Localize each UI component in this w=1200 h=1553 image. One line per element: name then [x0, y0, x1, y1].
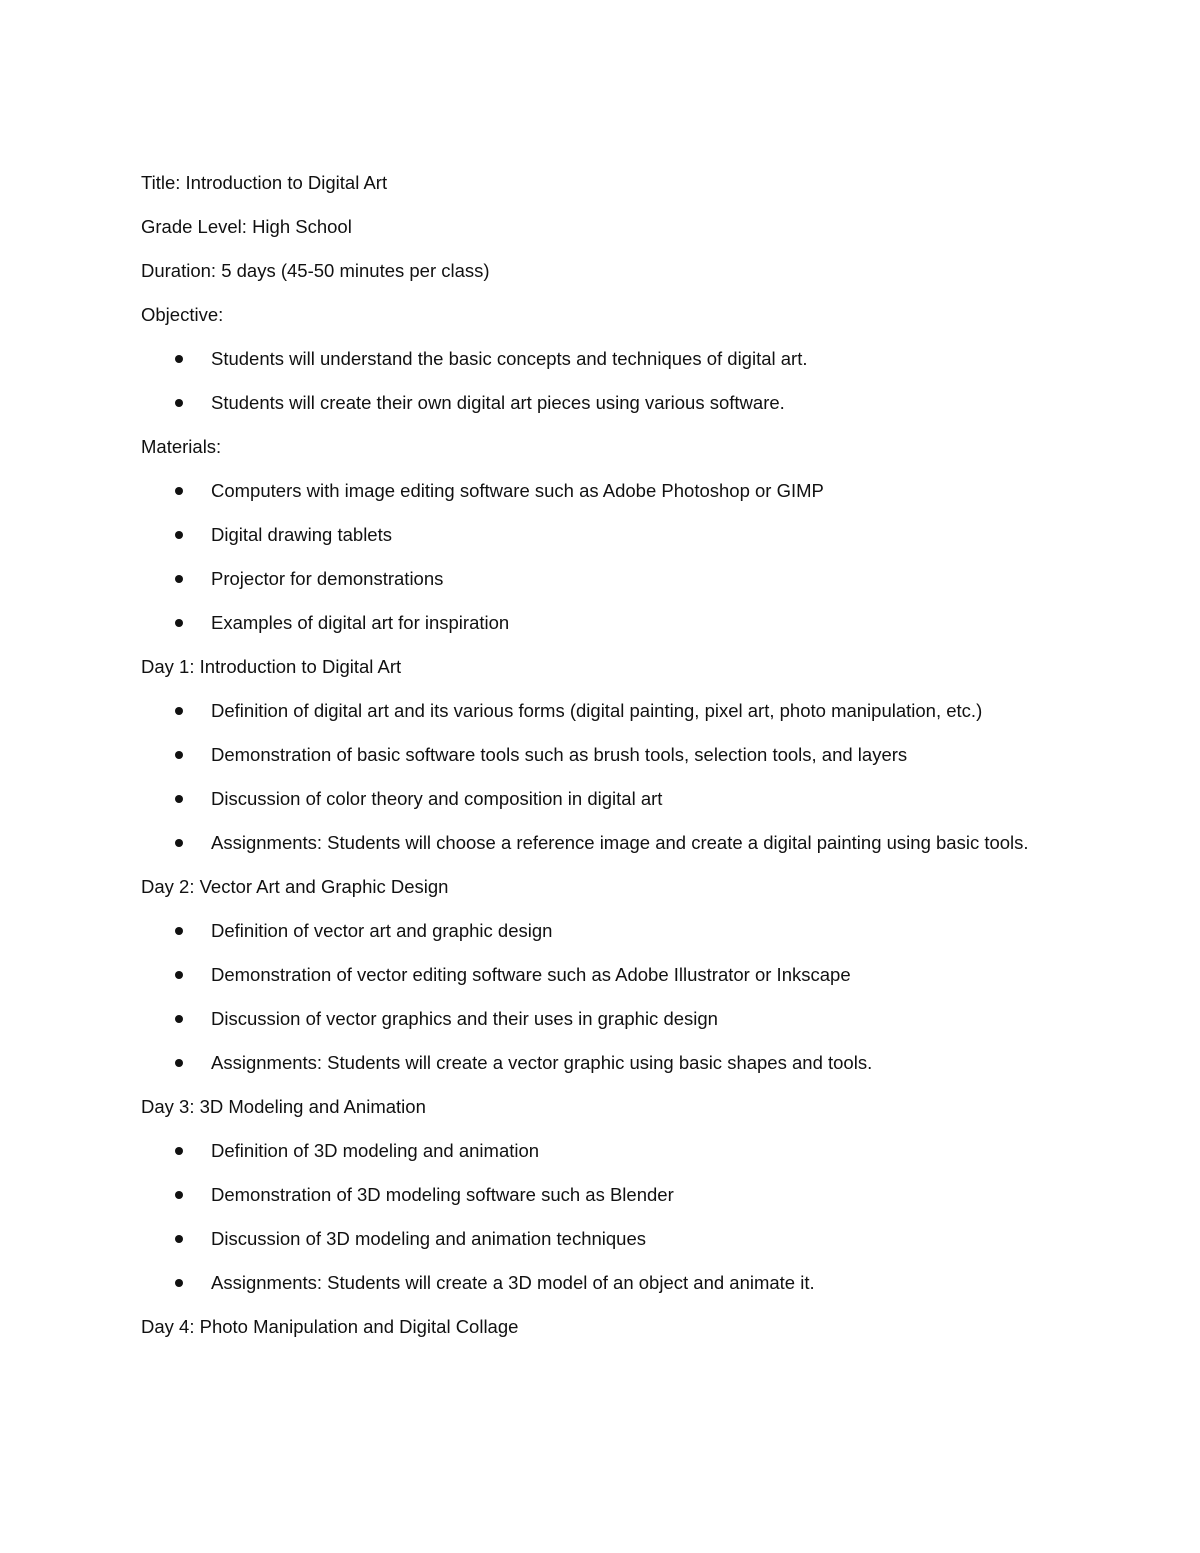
list-item: Computers with image editing software such as Adobe Photoshop or GIMP: [141, 476, 1081, 506]
day-1-list: [141, 696, 1081, 858]
list-item: Digital drawing tablets: [141, 520, 1081, 550]
list-item: Definition of digital art and its various forms (digital painting, pixel art, photo manipulation, etc.): [141, 696, 1081, 726]
list-item: Projector for demonstrations: [141, 564, 1081, 594]
bullet-icon: [175, 619, 183, 627]
bullet-icon: [175, 575, 183, 583]
section-heading-objective: Objective:: [141, 304, 224, 325]
section-heading-day-1: Day 1: Introduction to Digital Art: [141, 656, 402, 677]
document-body: [141, 168, 1081, 1356]
bullet-icon: [175, 839, 183, 847]
section-heading-day-4: Day 4: Photo Manipulation and Digital Collage: [141, 1316, 519, 1337]
duration-line: Duration: 5 days (45-50 minutes per class): [141, 260, 490, 281]
bullet-icon: [175, 399, 183, 407]
bullet-icon: [175, 1279, 183, 1287]
list-item: Discussion of vector graphics and their uses in graphic design: [141, 1004, 1081, 1034]
list-item: Students will understand the basic concepts and techniques of digital art.: [141, 344, 1081, 374]
list-item: Discussion of 3D modeling and animation techniques: [141, 1224, 1081, 1254]
bullet-icon: [175, 971, 183, 979]
bullet-icon: [175, 1191, 183, 1199]
section-heading-day-2: Day 2: Vector Art and Graphic Design: [141, 876, 449, 897]
section-heading-materials: Materials:: [141, 436, 222, 457]
bullet-icon: [175, 1015, 183, 1023]
materials-list: [141, 476, 1081, 638]
list-item: Examples of digital art for inspiration: [141, 608, 1081, 638]
list-item: Demonstration of 3D modeling software such as Blender: [141, 1180, 1081, 1210]
list-item: Assignments: Students will choose a reference image and create a digital painting using basic tools.: [141, 828, 1081, 858]
list-item: Definition of vector art and graphic design: [141, 916, 1081, 946]
section-heading-day-3: Day 3: 3D Modeling and Animation: [141, 1096, 426, 1117]
bullet-icon: [175, 707, 183, 715]
list-item: Students will create their own digital art pieces using various software.: [141, 388, 1081, 418]
bullet-icon: [175, 531, 183, 539]
bullet-icon: [175, 795, 183, 803]
objective-list: [141, 344, 1081, 418]
bullet-icon: [175, 1147, 183, 1155]
day-3-list: [141, 1136, 1081, 1298]
list-item: Definition of 3D modeling and animation: [141, 1136, 1081, 1166]
list-item: Assignments: Students will create a vector graphic using basic shapes and tools.: [141, 1048, 1081, 1078]
grade-level-line: Grade Level: High School: [141, 216, 352, 237]
bullet-icon: [175, 927, 183, 935]
bullet-icon: [175, 1059, 183, 1067]
list-item: Discussion of color theory and composition in digital art: [141, 784, 1081, 814]
bullet-icon: [175, 355, 183, 363]
list-item: Demonstration of vector editing software such as Adobe Illustrator or Inkscape: [141, 960, 1081, 990]
bullet-icon: [175, 1235, 183, 1243]
day-2-list: [141, 916, 1081, 1078]
list-item: Assignments: Students will create a 3D model of an object and animate it.: [141, 1268, 1081, 1298]
title-line: Title: Introduction to Digital Art: [141, 172, 388, 193]
list-item: Demonstration of basic software tools such as brush tools, selection tools, and layers: [141, 740, 1081, 770]
bullet-icon: [175, 487, 183, 495]
bullet-icon: [175, 751, 183, 759]
